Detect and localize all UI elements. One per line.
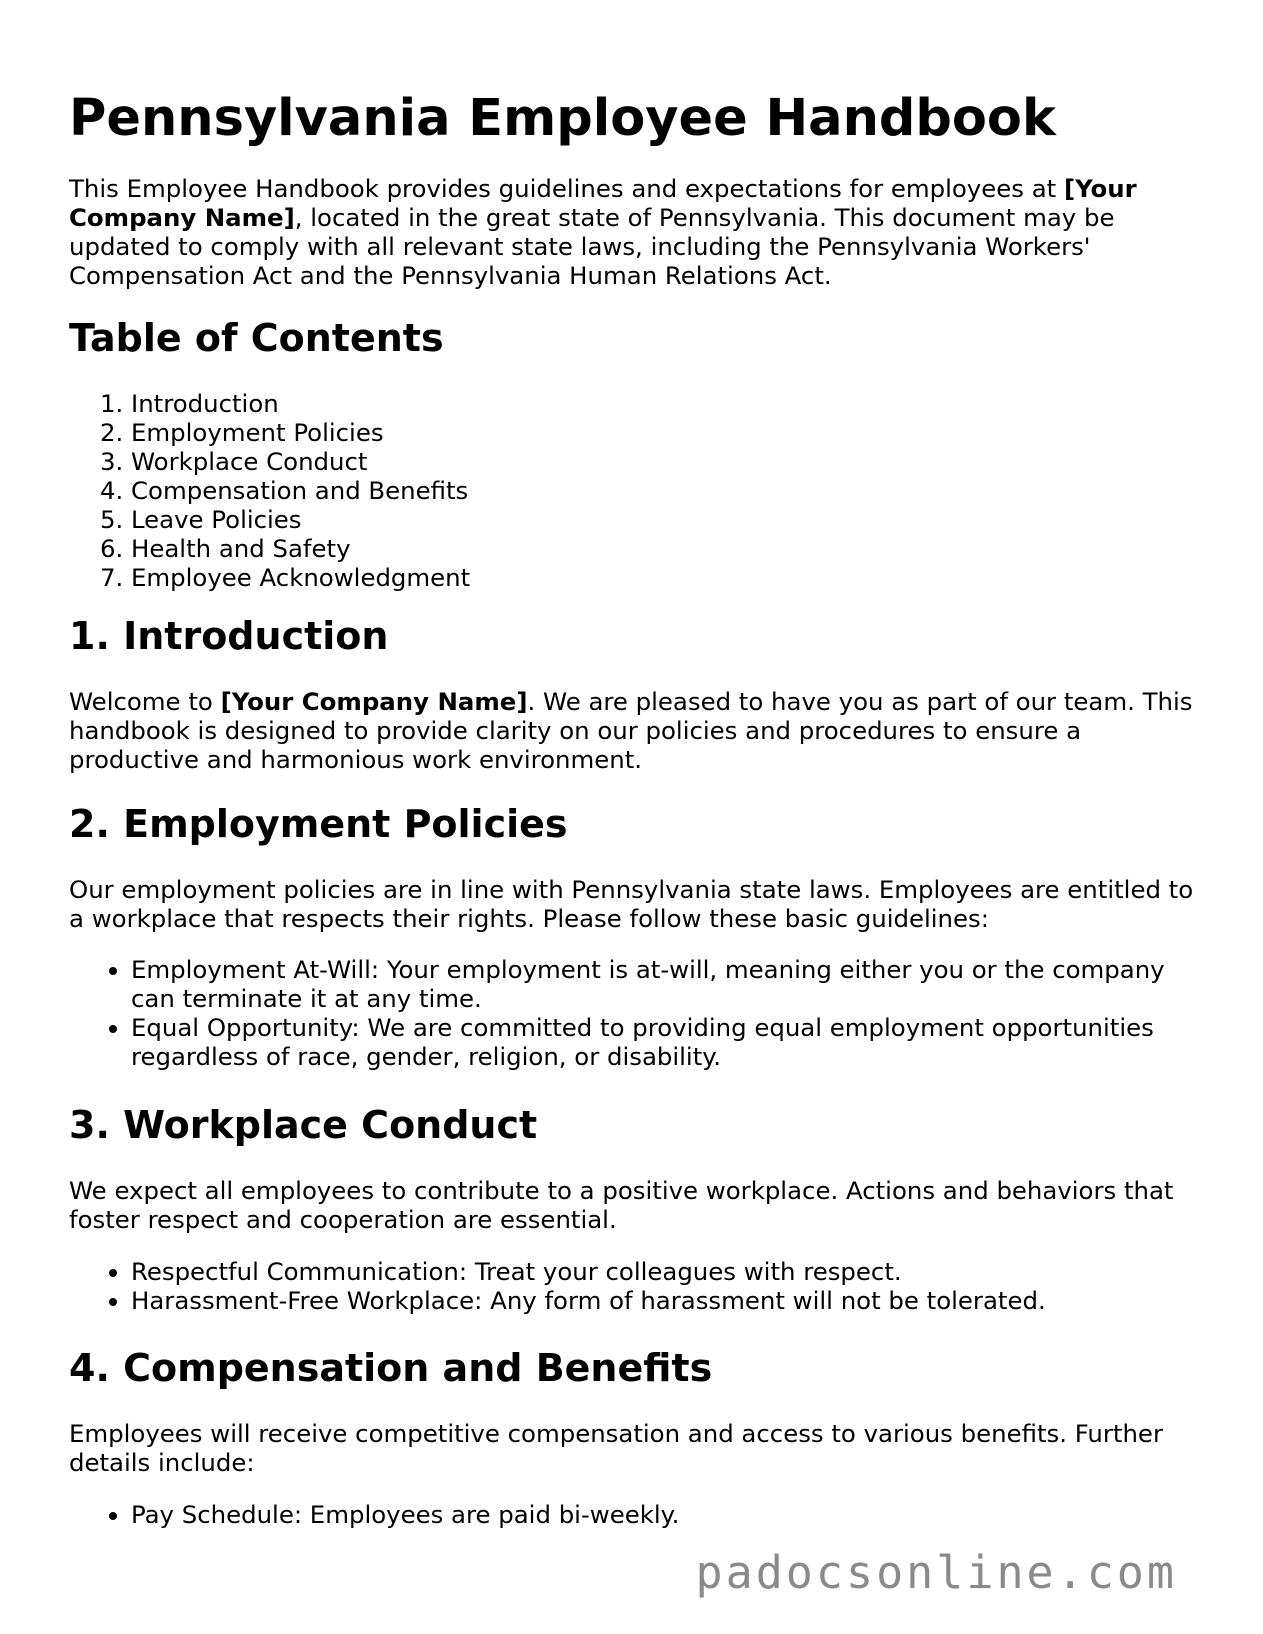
toc-heading: Table of Contents: [69, 316, 444, 360]
bullet-harassment-free: • Harassment-Free Workplace: Any form of harassment will not be tolerated.: [131, 1286, 1194, 1315]
toc-item-introduction: 1. Introduction: [131, 389, 1194, 418]
watermark: padocsonline.com: [695, 1546, 1177, 1599]
section-compensation-heading: 4. Compensation and Benefits: [69, 1346, 713, 1390]
toc-item-employee-acknowledgment: 7. Employee Acknowledgment: [131, 563, 1194, 592]
employment-bullet-list: [69, 955, 1194, 1071]
company-name-placeholder: [Your Company Name]: [220, 687, 528, 716]
toc-item-leave-policies: 5. Leave Policies: [131, 505, 1194, 534]
company-name-placeholder: [Your Company Name]: [69, 174, 1137, 232]
bullet-pay-schedule: • Pay Schedule: Employees are paid bi-weekly.: [131, 1500, 1194, 1529]
intro-text-after: , located in the great state of Pennsylvania. This document may be updated to comply with all relevant state laws, including the Pennsylvania Workers' Compensation Act and the Pennsylvania Human Relations Act.: [69, 203, 1115, 290]
bullet-at-will: • Employment At-Will: Your employment is at-will, meaning either you or the company can terminate it at any time.: [131, 955, 1194, 1013]
bullet-respectful-communication: • Respectful Communication: Treat your colleagues with respect.: [131, 1257, 1194, 1286]
section-conduct-text: We expect all employees to contribute to a positive workplace. Actions and behaviors that foster respect and cooperation are essential.: [69, 1176, 1174, 1234]
introduction-text-before: Welcome to: [69, 687, 221, 716]
toc-list: [69, 389, 1194, 592]
intro-paragraph: [69, 174, 1194, 290]
introduction-text-after: . We are pleased to have you as part of our team. This handbook is designed to provide clarity on our policies and procedures to ensure a productive and harmonious work environment.: [69, 687, 1193, 774]
section-introduction-text: [69, 687, 1194, 774]
intro-text-before: This Employee Handbook provides guidelines and expectations for employees at: [69, 174, 1064, 203]
section-employment-heading: 2. Employment Policies: [69, 802, 568, 846]
section-compensation-text: Employees will receive competitive compensation and access to various benefits. Further details include:: [69, 1419, 1163, 1477]
toc-item-employment-policies: 2. Employment Policies: [131, 418, 1194, 447]
toc-item-health-safety: 6. Health and Safety: [131, 534, 1194, 563]
bullet-equal-opportunity: • Equal Opportunity: We are committed to providing equal employment opportunities regardless of race, gender, religion, or disability.: [131, 1013, 1194, 1071]
section-employment-text: Our employment policies are in line with Pennsylvania state laws. Employees are entitled to a workplace that respects their rights. Please follow these basic guidelines:: [69, 875, 1194, 933]
conduct-bullet-list: [69, 1257, 1194, 1315]
page-title: Pennsylvania Employee Handbook: [69, 89, 1056, 148]
section-conduct-heading: 3. Workplace Conduct: [69, 1103, 538, 1147]
compensation-bullet-list: [69, 1500, 1194, 1529]
section-introduction-heading: 1. Introduction: [69, 614, 389, 658]
toc-item-workplace-conduct: 3. Workplace Conduct: [131, 447, 1194, 476]
toc-item-compensation-benefits: 4. Compensation and Benefits: [131, 476, 1194, 505]
